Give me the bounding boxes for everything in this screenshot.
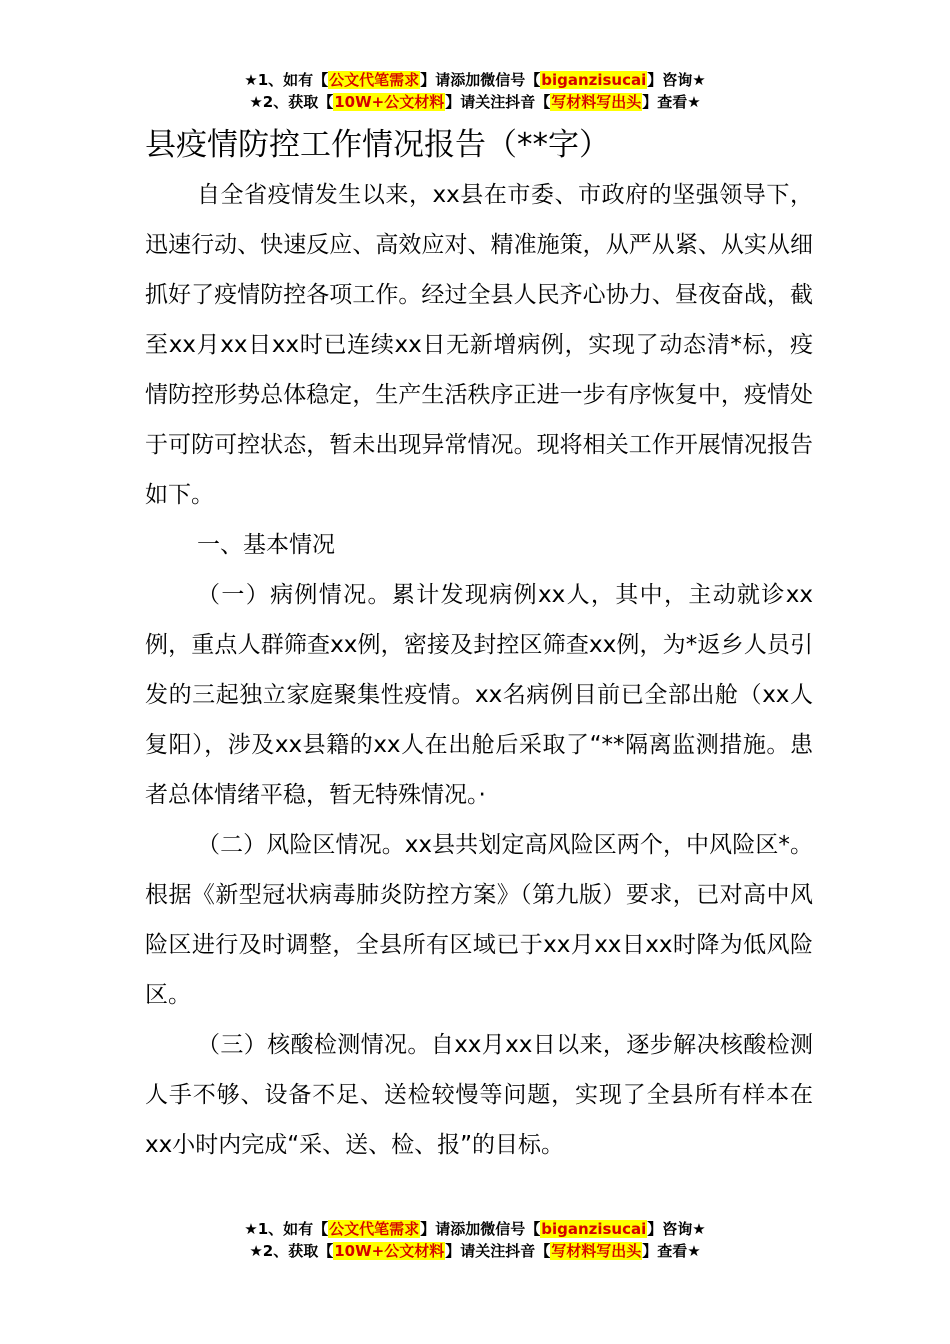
paragraph-risk-areas: （二）风险区情况。xx县共划定高风险区两个，中风险区*。根据《新型冠状病毒肺炎防控方案》（第九版）要求，已对高中风险区进行及时调整，全县所有区域已于xx月xx日xx时降为低风险区。 [145,832,813,1008]
banner-text: 】请关注抖音【 [445,1242,551,1260]
banner-highlight: 公文代笔需求 [329,71,420,89]
section-heading: 一、基本情况 [197,532,335,558]
banner-text: 】查看★ [642,93,701,111]
banner-highlight: 写材料写出头 [551,93,642,111]
banner-highlight: 写材料写出头 [551,1242,642,1260]
banner-text: ★2、获取【 [249,93,334,111]
banner-highlight: biganzisucai [541,1220,647,1238]
paragraph-cases: （一）病例情况。累计发现病例xx人，其中，主动就诊xx例，重点人群筛查xx例，密接及封控区筛查xx例，为*返乡人员引发的三起独立家庭聚集性疫情。xx名病例目前已全部出舱（xx人复阳），涉及xx县籍的xx人在出舱后采取了“**隔离监测措施。患者总体情绪平稳，暂无特殊情况。· [145,582,813,808]
banner-highlight: biganzisucai [541,71,647,89]
document-title: 县疫情防控工作情况报告（**字） [145,127,610,163]
banner-text: 】请关注抖音【 [445,93,551,111]
banner-line-2 [0,91,950,113]
banner-text: ★2、获取【 [249,1242,334,1260]
banner-line-1 [0,1218,950,1240]
banner-text: ★1、如有【 [244,1220,329,1238]
header-banner [0,69,950,113]
banner-text: 】请添加微信号【 [420,1220,541,1238]
footer-banner [0,1218,950,1262]
banner-text: 】请添加微信号【 [420,71,541,89]
banner-text: 】查看★ [642,1242,701,1260]
banner-text: 】咨询★ [647,71,706,89]
paragraph-testing: （三）核酸检测情况。自xx月xx日以来，逐步解决核酸检测人手不够、设备不足、送检较慢等问题，实现了全县所有样本在xx小时内完成“采、送、检、报”的目标。 [145,1032,813,1158]
banner-text: 】咨询★ [647,1220,706,1238]
banner-text: ★1、如有【 [244,71,329,89]
banner-highlight: 10W+公文材料 [334,93,445,111]
banner-line-2 [0,1240,950,1262]
banner-highlight: 10W+公文材料 [334,1242,445,1260]
banner-line-1 [0,69,950,91]
paragraph-intro: 自全省疫情发生以来，xx县在市委、市政府的坚强领导下，迅速行动、快速反应、高效应对、精准施策，从严从紧、从实从细抓好了疫情防控各项工作。经过全县人民齐心协力、昼夜奋战，截至xx月xx日xx时已连续xx日无新增病例，实现了动态清*标，疫情防控形势总体稳定，生产生活秩序正进一步有序恢复中，疫情处于可防可控状态，暂未出现异常情况。现将相关工作开展情况报告如下。 [145,182,813,508]
document-body [145,170,813,1170]
banner-highlight: 公文代笔需求 [329,1220,420,1238]
